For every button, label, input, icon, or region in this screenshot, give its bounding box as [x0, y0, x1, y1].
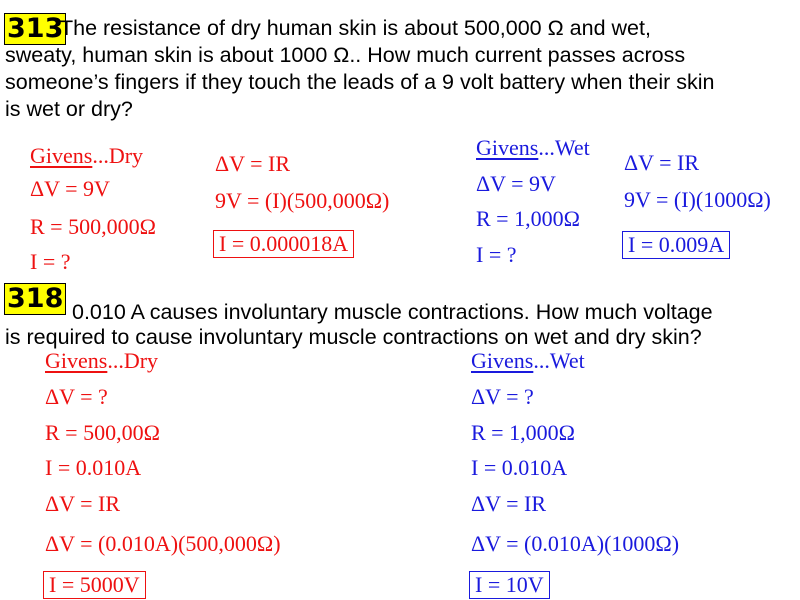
- p313-dry-given-resistance: R = 500,000Ω: [30, 214, 156, 239]
- p313-wet-heading: [476, 135, 590, 161]
- p318-dry-heading: [45, 348, 158, 374]
- p318-wet-line-substitution: ΔV = (0.010A)(1000Ω): [471, 531, 680, 556]
- p313-wet-formula: ΔV = IR: [624, 150, 700, 175]
- problem-313-text-line-3: someone’s fingers if they touch the leads of a 9 volt battery when their skin: [5, 70, 715, 94]
- p318-wet-line-formula: ΔV = IR: [471, 491, 547, 516]
- p318-dry-line-substitution: ΔV = (0.010A)(500,000Ω): [45, 531, 281, 556]
- p313-dry-formula: ΔV = IR: [215, 151, 291, 176]
- p313-wet-answer: I = 0.009A: [622, 231, 730, 259]
- p313-dry-given-current: I = ?: [30, 249, 71, 274]
- problem-313-badge: 313: [4, 13, 66, 45]
- p318-wet-heading-givens: Givens: [471, 348, 534, 373]
- p318-dry-heading-label: ...Dry: [107, 348, 159, 373]
- p313-dry-heading-label: ...Dry: [92, 143, 144, 168]
- p313-dry-given-voltage: ΔV = 9V: [30, 176, 110, 201]
- p318-dry-line-resistance: R = 500,00Ω: [45, 420, 160, 445]
- p318-dry-line-current: I = 0.010A: [45, 455, 142, 480]
- p313-wet-given-resistance: R = 1,000Ω: [476, 206, 580, 231]
- p313-wet-heading-label: ...Wet: [538, 135, 590, 160]
- p313-wet-heading-givens: Givens: [476, 135, 539, 160]
- problem-313-text-line-1: The resistance of dry human skin is about 500,000 Ω and wet,: [60, 16, 651, 40]
- problem-313-text-line-2: sweaty, human skin is about 1000 Ω.. How much current passes across: [5, 43, 686, 67]
- problem-318-text-line-2: is required to cause involuntary muscle contractions on wet and dry skin?: [5, 325, 702, 349]
- p313-wet-given-current: I = ?: [476, 242, 517, 267]
- p318-wet-heading: [471, 348, 585, 374]
- p313-dry-heading-givens: Givens: [30, 143, 93, 168]
- problem-313-text-line-4: is wet or dry?: [5, 97, 133, 121]
- problem-318-text-line-1: 0.010 A causes involuntary muscle contractions. How much voltage: [72, 300, 713, 324]
- p318-dry-line-voltage: ΔV = ?: [45, 384, 108, 409]
- p318-dry-heading-givens: Givens: [45, 348, 108, 373]
- p318-wet-line-resistance: R = 1,000Ω: [471, 420, 575, 445]
- p313-dry-heading: [30, 143, 143, 169]
- p318-wet-line-voltage: ΔV = ?: [471, 384, 534, 409]
- p318-dry-answer: I = 5000V: [43, 571, 146, 599]
- p318-wet-answer: I = 10V: [469, 571, 550, 599]
- p318-wet-line-current: I = 0.010A: [471, 455, 568, 480]
- p313-dry-substitution: 9V = (I)(500,000Ω): [215, 188, 390, 213]
- p318-dry-line-formula: ΔV = IR: [45, 491, 121, 516]
- p313-dry-answer: I = 0.000018A: [213, 230, 354, 258]
- p313-wet-given-voltage: ΔV = 9V: [476, 171, 556, 196]
- p313-wet-substitution: 9V = (I)(1000Ω): [624, 187, 771, 212]
- p318-wet-heading-label: ...Wet: [533, 348, 585, 373]
- problem-318-badge: 318: [4, 283, 66, 315]
